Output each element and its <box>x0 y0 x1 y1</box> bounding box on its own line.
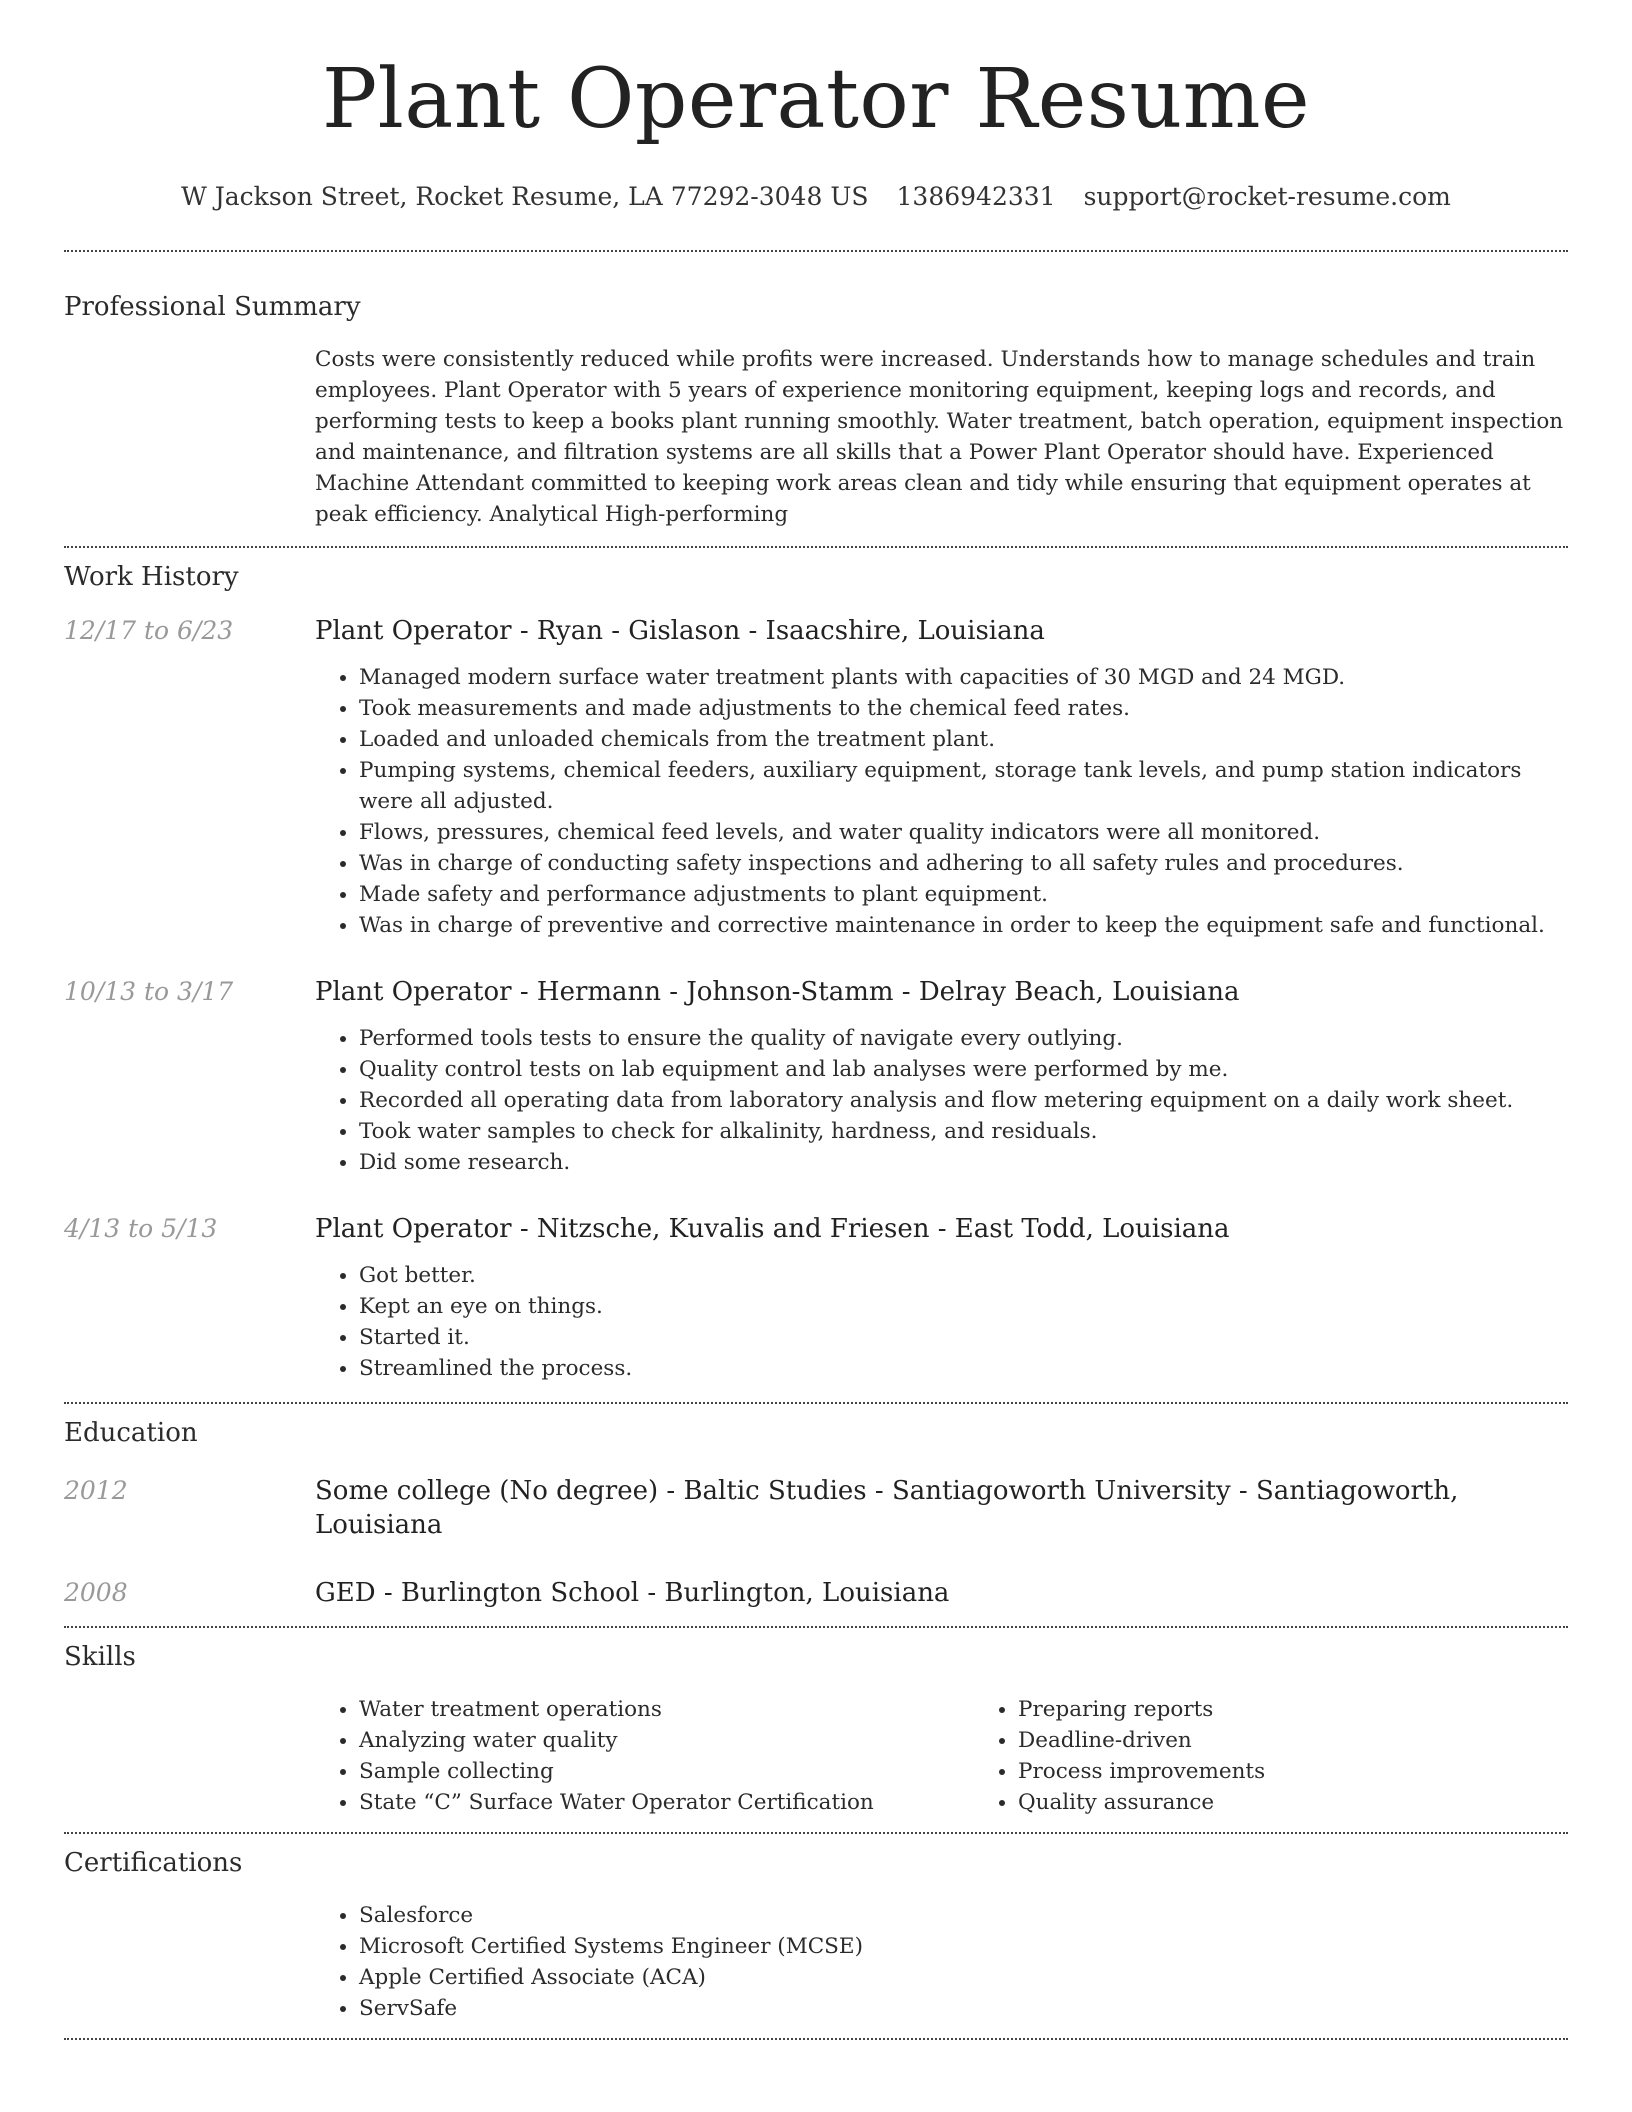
list-item: • Streamlined the process. <box>359 1353 1568 1384</box>
education-text: GED - Burlington School - Burlington, Louisiana <box>315 1578 950 1608</box>
list-item: • Loaded and unloaded chemicals from the treatment plant. <box>359 724 1568 755</box>
certifications-row <box>64 1900 1568 2024</box>
list-item: • Analyzing water quality <box>359 1725 974 1756</box>
list-item: • Did some research. <box>359 1147 1568 1178</box>
contact-email: support@rocket-resume.com <box>1083 182 1451 211</box>
job-title: Plant Operator - Hermann - Johnson-Stamm - Delray Beach, Louisiana <box>315 977 1240 1007</box>
divider <box>64 1626 1568 1628</box>
list-item: • Preparing reports <box>1018 1694 1632 1725</box>
list-item: • Sample collecting <box>359 1756 974 1787</box>
job-title: Plant Operator - Nitzsche, Kuvalis and Friesen - East Todd, Louisiana <box>315 1214 1230 1244</box>
certifications-list <box>315 1900 1568 2024</box>
list-item: • Started it. <box>359 1322 1568 1353</box>
resume-title: Plant Operator Resume <box>322 52 1310 147</box>
work-history-heading: Work History <box>64 562 239 592</box>
list-item: • Was in charge of preventive and corrective maintenance in order to keep the equipment safe and functional. <box>359 910 1568 941</box>
list-item: • Performed tools tests to ensure the quality of navigate every outlying. <box>359 1023 1568 1054</box>
education-year: 2012 <box>64 1476 128 1505</box>
skills-columns <box>315 1694 1632 1818</box>
education-entry <box>64 1474 1568 1542</box>
list-item: • Process improvements <box>1018 1756 1632 1787</box>
skills-list-right <box>974 1694 1632 1818</box>
divider <box>64 2038 1568 2040</box>
skills-list-left <box>315 1694 974 1818</box>
job-entry <box>64 1212 1568 1384</box>
job-bullets <box>315 1023 1568 1178</box>
skills-heading: Skills <box>64 1642 136 1672</box>
summary-heading: Professional Summary <box>64 292 361 322</box>
list-item: • Microsoft Certified Systems Engineer (MCSE) <box>359 1931 1568 1962</box>
summary-text: Costs were consistently reduced while profits were increased. Understands how to manage schedules and train employees. Plant Operator with 5 years of experience monitoring equipment, keeping logs and records, and performing tests to keep a books plant running smoothly. Water treatment, batch operation, equipment inspection and maintenance, and filtration systems are all skills that a Power Plant Operator should have. Experienced Machine Attendant committed to keeping work areas clean and tidy while ensuring that equipment operates at peak efficiency. Analytical High-performing <box>315 347 1564 527</box>
list-item: • Kept an eye on things. <box>359 1291 1568 1322</box>
list-item: • State “C” Surface Water Operator Certification <box>359 1787 974 1818</box>
contact-address: W Jackson Street, Rocket Resume, LA 77292-3048 US <box>181 182 869 211</box>
summary-row <box>64 344 1568 530</box>
list-item: • Got better. <box>359 1260 1568 1291</box>
list-item: • Was in charge of conducting safety inspections and adhering to all safety rules and procedures. <box>359 848 1568 879</box>
job-dates: 10/13 to 3/17 <box>64 977 234 1006</box>
resume-page <box>64 0 1568 2040</box>
list-item: • Apple Certified Associate (ACA) <box>359 1962 1568 1993</box>
education-entry <box>64 1576 1568 1610</box>
list-item: • Took water samples to check for alkalinity, hardness, and residuals. <box>359 1116 1568 1147</box>
job-entry <box>64 614 1568 941</box>
list-item: • Quality assurance <box>1018 1787 1632 1818</box>
divider <box>64 1402 1568 1404</box>
education-text: Some college (No degree) - Baltic Studies - Santiagoworth University - Santiagoworth, Louisiana <box>315 1476 1459 1540</box>
list-item: • Made safety and performance adjustments to plant equipment. <box>359 879 1568 910</box>
list-item: • Pumping systems, chemical feeders, auxiliary equipment, storage tank levels, and pump station indicators were all adjusted. <box>359 755 1568 817</box>
list-item: • Took measurements and made adjustments to the chemical feed rates. <box>359 693 1568 724</box>
list-item: • ServSafe <box>359 1993 1568 2024</box>
list-item: • Flows, pressures, chemical feed levels, and water quality indicators were all monitored. <box>359 817 1568 848</box>
list-item: • Quality control tests on lab equipment and lab analyses were performed by me. <box>359 1054 1568 1085</box>
list-item: • Recorded all operating data from laboratory analysis and flow metering equipment on a daily work sheet. <box>359 1085 1568 1116</box>
contact-phone: 1386942331 <box>896 182 1056 211</box>
list-item: • Salesforce <box>359 1900 1568 1931</box>
job-dates: 12/17 to 6/23 <box>64 616 234 645</box>
divider <box>64 250 1568 252</box>
job-entry <box>64 975 1568 1178</box>
list-item: • Deadline-driven <box>1018 1725 1632 1756</box>
list-item: • Managed modern surface water treatment plants with capacities of 30 MGD and 24 MGD. <box>359 662 1568 693</box>
contact-line <box>64 180 1568 214</box>
divider <box>64 546 1568 548</box>
job-bullets <box>315 662 1568 941</box>
list-item: • Water treatment operations <box>359 1694 974 1725</box>
divider <box>64 1832 1568 1834</box>
education-heading: Education <box>64 1418 198 1448</box>
education-year: 2008 <box>64 1578 128 1607</box>
certifications-heading: Certifications <box>64 1848 243 1878</box>
job-title: Plant Operator - Ryan - Gislason - Isaacshire, Louisiana <box>315 616 1045 646</box>
job-dates: 4/13 to 5/13 <box>64 1214 218 1243</box>
job-bullets <box>315 1260 1568 1384</box>
skills-row <box>64 1694 1568 1818</box>
